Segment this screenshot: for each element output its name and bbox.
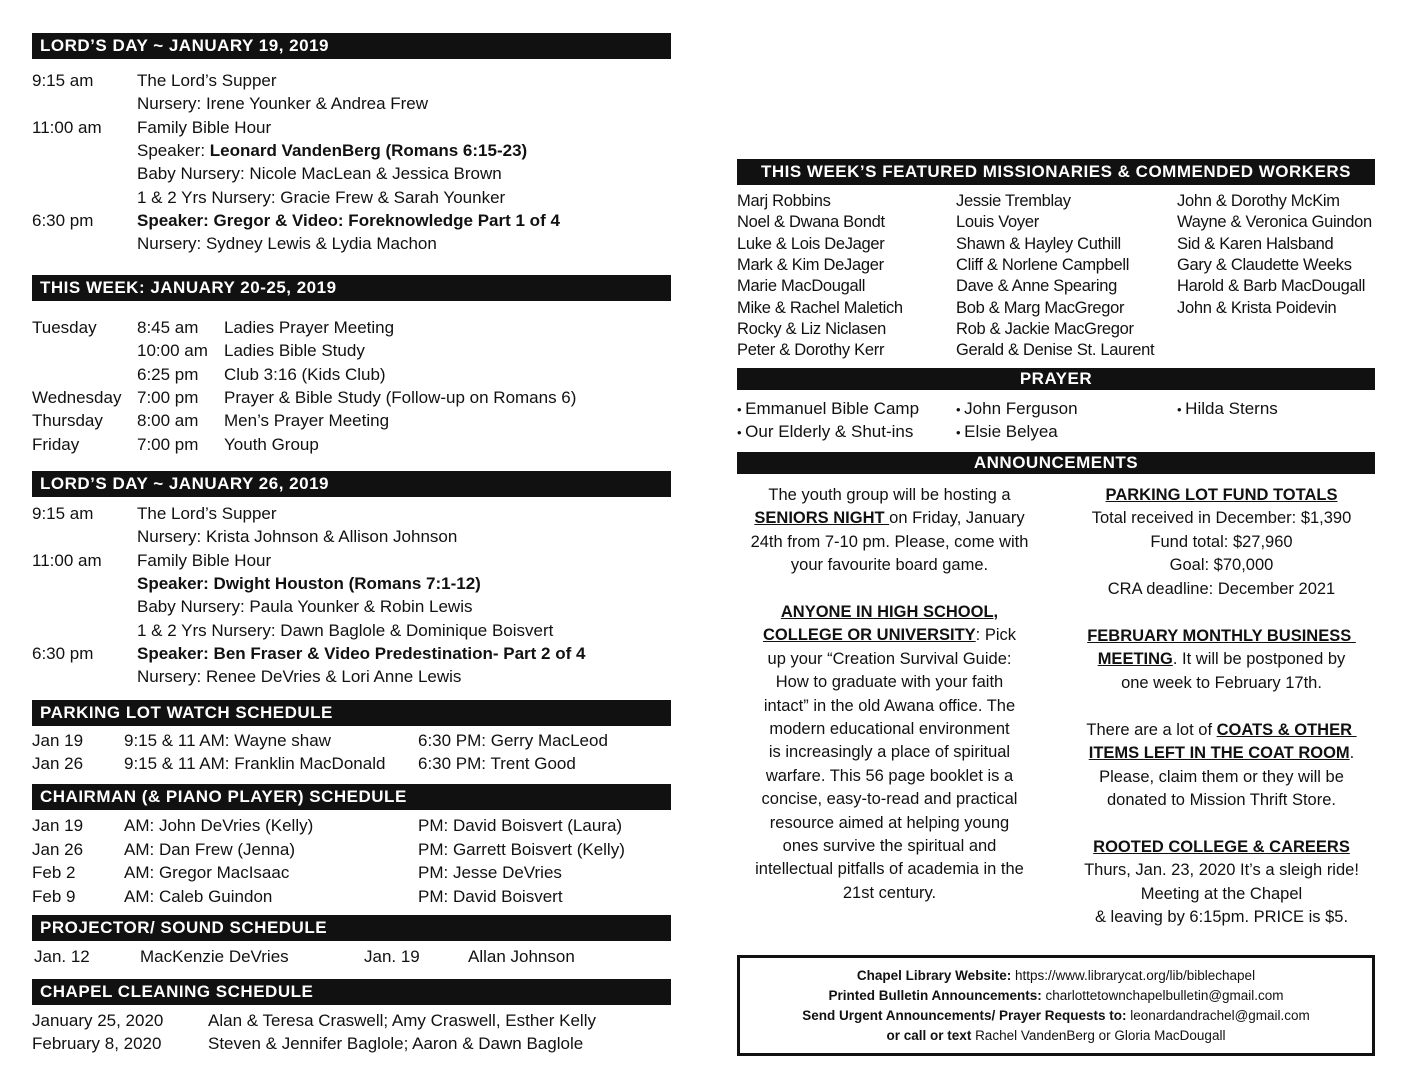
prayer-text: Our Elderly & Shut-ins bbox=[745, 422, 914, 441]
cleaning-team: Steven & Jennifer Baglole; Aaron & Dawn Baglole bbox=[208, 1034, 584, 1053]
missionary-name: Noel & Dwana Bondt bbox=[737, 213, 885, 232]
youth-line-1: The youth group will be hosting a bbox=[768, 486, 1011, 504]
projector-date-2: Jan. 19 bbox=[364, 947, 420, 966]
call-text-names: Rachel VandenBerg or Gloria MacDougall bbox=[975, 1028, 1226, 1043]
coats-line-4: donated to Mission Thrift Store. bbox=[1107, 791, 1336, 810]
chairman-pm: PM: Garrett Boisvert (Kelly) bbox=[418, 839, 625, 859]
service-item: Speaker: Gregor & Video: Foreknowledge Part 1 of 4 bbox=[137, 210, 560, 230]
urgent-email[interactable]: leonardandrachel@gmail.com bbox=[1130, 1008, 1310, 1023]
week-time: 7:00 pm bbox=[137, 387, 199, 407]
section-header-announcements: ANNOUNCEMENTS bbox=[737, 452, 1375, 474]
parking-pm: 6:30 PM: Gerry MacLeod bbox=[418, 731, 608, 750]
school-heading-2-label: COLLEGE OR UNIVERSITY bbox=[762, 626, 976, 645]
youth-line-3: 24th from 7-10 pm. Please, come with bbox=[750, 532, 1029, 551]
section-header-this-week: THIS WEEK: JANUARY 20-25, 2019 bbox=[32, 275, 671, 301]
february-heading-1: FEBRUARY MONTHLY BUSINESS bbox=[1087, 627, 1356, 645]
parking-date: Jan 26 bbox=[32, 754, 84, 773]
missionary-name: Mike & Rachel Maletich bbox=[737, 298, 903, 317]
missionary-name: Shawn & Hayley Cuthill bbox=[956, 234, 1121, 253]
missionary-name: Cliff & Norlene Campbell bbox=[956, 255, 1130, 274]
week-event: Youth Group bbox=[224, 434, 319, 454]
section-header-projector: PROJECTOR/ SOUND SCHEDULE bbox=[32, 915, 671, 941]
rooted-announcement bbox=[1069, 836, 1374, 930]
parking-am: 9:15 & 11 AM: Wayne shaw bbox=[124, 731, 331, 750]
service-item: The Lord’s Supper bbox=[137, 504, 277, 523]
service-item: Speaker: Dwight Houston (Romans 7:1-12) bbox=[137, 573, 481, 593]
coats-line-2 bbox=[1069, 742, 1374, 765]
school-line: modern educational environment bbox=[769, 720, 1010, 739]
library-website-label: Chapel Library Website: bbox=[856, 968, 1015, 983]
missionary-name: Jessie Tremblay bbox=[956, 192, 1071, 210]
youth-line-4: your favourite board game. bbox=[790, 556, 989, 575]
service-time: 11:00 am bbox=[32, 117, 102, 137]
youth-announcement bbox=[737, 484, 1042, 578]
coats-line-1-text: There are a lot of bbox=[1086, 721, 1217, 739]
missionary-name: Gary & Claudette Weeks bbox=[1177, 255, 1352, 274]
speaker-label: Speaker: bbox=[137, 140, 210, 160]
prayer-item bbox=[737, 397, 919, 421]
february-meeting-announcement bbox=[1069, 625, 1374, 695]
service-time: 11:00 am bbox=[32, 550, 102, 570]
missionary-name: Gerald & Denise St. Laurent bbox=[956, 341, 1155, 360]
parking-date: Jan 19 bbox=[32, 731, 84, 750]
service-time: 9:15 am bbox=[32, 504, 94, 523]
missionary-name: Mark & Kim DeJager bbox=[737, 255, 884, 274]
week-event: Club 3:16 (Kids Club) bbox=[224, 364, 386, 384]
school-announcement bbox=[737, 601, 1042, 905]
week-day: Thursday bbox=[32, 411, 103, 431]
missionary-name: Bob & Marg MacGregor bbox=[956, 298, 1125, 317]
week-day: Tuesday bbox=[32, 318, 97, 337]
service-item: Baby Nursery: Nicole MacLean & Jessica Brown bbox=[137, 164, 502, 184]
section-header-chairman: CHAIRMAN (& PIANO PLAYER) SCHEDULE bbox=[32, 784, 671, 810]
section-header-prayer: PRAYER bbox=[737, 368, 1375, 390]
february-heading-2: MEETING bbox=[1097, 650, 1173, 669]
school-line: is increasingly a place of spiritual bbox=[768, 743, 1011, 762]
coats-heading-1: COATS & OTHER bbox=[1216, 721, 1357, 739]
projector-person-2: Allan Johnson bbox=[468, 947, 575, 966]
coats-announcement bbox=[1069, 719, 1374, 813]
february-line-3: one week to February 17th. bbox=[1121, 673, 1322, 692]
missionary-name: Dave & Anne Spearing bbox=[956, 277, 1117, 296]
missionary-name: Rocky & Liz Niclasen bbox=[737, 319, 886, 338]
chairman-pm: PM: David Boisvert bbox=[418, 886, 563, 906]
bulletin-email[interactable]: charlottetownchapelbulletin@gmail.com bbox=[1045, 988, 1284, 1003]
chairman-am: AM: Dan Frew (Jenna) bbox=[124, 839, 295, 859]
service-item: Nursery: Irene Younker & Andrea Frew bbox=[137, 94, 429, 114]
week-time: 8:45 am bbox=[137, 318, 199, 337]
chairman-pm: PM: Jesse DeVries bbox=[418, 863, 562, 882]
prayer-text: John Ferguson bbox=[964, 399, 1078, 418]
chairman-pm: PM: David Boisvert (Laura) bbox=[418, 816, 623, 835]
section-header-jan19: LORD’S DAY ~ JANUARY 19, 2019 bbox=[32, 33, 671, 59]
service-time: 6:30 pm bbox=[32, 210, 94, 230]
parking-fund-announcement bbox=[1069, 484, 1374, 601]
seniors-night-label: SENIORS NIGHT bbox=[754, 509, 890, 528]
bullet-icon: • bbox=[956, 402, 965, 417]
coats-line-2-text: . bbox=[1349, 744, 1355, 763]
missionary-name: Harold & Barb MacDougall bbox=[1177, 277, 1366, 296]
cleaning-date: February 8, 2020 bbox=[32, 1034, 162, 1053]
prayer-item bbox=[956, 397, 1078, 421]
section-header-cleaning: CHAPEL CLEANING SCHEDULE bbox=[32, 979, 671, 1005]
missionary-name: Rob & Jackie MacGregor bbox=[956, 319, 1134, 338]
service-item: Speaker: Ben Fraser & Video Predestination- Part 2 of 4 bbox=[137, 643, 586, 663]
week-event: Men’s Prayer Meeting bbox=[224, 411, 390, 431]
service-item: The Lord’s Supper bbox=[137, 71, 277, 90]
week-event: Ladies Prayer Meeting bbox=[224, 318, 395, 337]
bullet-icon: • bbox=[956, 425, 965, 440]
bullet-icon: • bbox=[737, 402, 746, 417]
school-line: intellectual pitfalls of academia in the bbox=[755, 860, 1024, 879]
missionary-name: Luke & Lois DeJager bbox=[737, 234, 885, 253]
missionary-name: Marj Robbins bbox=[737, 192, 831, 210]
chairman-am: AM: Gregor MacIsaac bbox=[124, 863, 290, 882]
prayer-item bbox=[737, 420, 913, 444]
week-time: 6:25 pm bbox=[137, 364, 199, 384]
missionary-name: Wayne & Veronica Guindon bbox=[1177, 213, 1372, 232]
service-time: 6:30 pm bbox=[32, 643, 94, 663]
week-day: Wednesday bbox=[32, 387, 122, 407]
service-item: Nursery: Renee DeVries & Lori Anne Lewis bbox=[137, 667, 462, 687]
missionary-name: Sid & Karen Halsband bbox=[1177, 234, 1334, 253]
school-heading-2 bbox=[737, 624, 1042, 647]
service-item: 1 & 2 Yrs Nursery: Dawn Baglole & Dominique Boisvert bbox=[137, 620, 554, 640]
bulletin-email-label: Printed Bulletin Announcements: bbox=[828, 988, 1046, 1003]
school-heading-2-text: : Pick bbox=[975, 626, 1017, 645]
chairman-date: Jan 26 bbox=[32, 839, 84, 859]
parking-fund-line: Fund total: $27,960 bbox=[1150, 532, 1293, 551]
school-line: ones survive the spiritual and bbox=[782, 837, 997, 856]
week-time: 10:00 am bbox=[137, 341, 208, 361]
projector-person-1: MacKenzie DeVries bbox=[140, 947, 289, 966]
bulletin-email-line bbox=[740, 986, 1372, 1006]
projector-row bbox=[34, 945, 90, 968]
rooted-line: Meeting at the Chapel bbox=[1140, 884, 1303, 903]
missionary-name: Louis Voyer bbox=[956, 213, 1039, 232]
prayer-text: Elsie Belyea bbox=[964, 422, 1058, 441]
service-item: Nursery: Krista Johnson & Allison Johnson bbox=[137, 527, 458, 547]
coats-line-1 bbox=[1069, 719, 1374, 742]
service-item: 1 & 2 Yrs Nursery: Gracie Frew & Sarah Younker bbox=[137, 187, 506, 207]
coats-line-3: Please, claim them or they will be bbox=[1099, 767, 1344, 786]
service-item: Family Bible Hour bbox=[137, 117, 272, 137]
contact-box bbox=[737, 955, 1375, 1056]
service-item bbox=[137, 139, 527, 162]
school-line: intact” in the old Awana office. The bbox=[763, 696, 1016, 715]
service-item: Family Bible Hour bbox=[137, 550, 272, 570]
call-text-label: or call or text bbox=[886, 1028, 976, 1043]
prayer-item bbox=[1177, 397, 1278, 421]
parking-pm: 6:30 PM: Trent Good bbox=[418, 754, 576, 773]
youth-line-2-text: on Friday, January bbox=[889, 509, 1025, 528]
parking-am: 9:15 & 11 AM: Franklin MacDonald bbox=[124, 754, 386, 773]
chairman-date: Feb 2 bbox=[32, 863, 76, 882]
chairman-am: AM: John DeVries (Kelly) bbox=[124, 816, 314, 835]
missionary-name: Peter & Dorothy Kerr bbox=[737, 341, 885, 360]
bullet-icon: • bbox=[737, 425, 746, 440]
week-time: 7:00 pm bbox=[137, 434, 199, 454]
section-header-missionaries: THIS WEEK’S FEATURED MISSIONARIES & COMMENDED WORKERS bbox=[737, 159, 1375, 185]
projector-date-1: Jan. 12 bbox=[34, 947, 90, 966]
missionary-name: John & Krista Poidevin bbox=[1177, 298, 1337, 317]
february-line-2 bbox=[1069, 648, 1374, 671]
section-header-jan26: LORD’S DAY ~ JANUARY 26, 2019 bbox=[32, 471, 671, 497]
urgent-email-label: Send Urgent Announcements/ Prayer Requests to: bbox=[802, 1008, 1131, 1023]
bullet-icon: • bbox=[1177, 402, 1186, 417]
missionary-name: John & Dorothy McKim bbox=[1177, 192, 1340, 210]
service-item: Nursery: Sydney Lewis & Lydia Machon bbox=[137, 234, 437, 254]
youth-line-2 bbox=[737, 507, 1042, 530]
prayer-text: Emmanuel Bible Camp bbox=[745, 399, 920, 418]
chairman-date: Feb 9 bbox=[32, 886, 76, 906]
parking-fund-line: CRA deadline: December 2021 bbox=[1107, 579, 1336, 598]
school-line: 21st century. bbox=[842, 883, 937, 902]
parking-fund-line: Goal: $70,000 bbox=[1169, 556, 1274, 575]
chairman-date: Jan 19 bbox=[32, 816, 84, 835]
week-event: Prayer & Bible Study (Follow-up on Romans 6) bbox=[224, 387, 577, 407]
school-line: warfare. This 56 page booklet is a bbox=[765, 766, 1014, 785]
week-day: Friday bbox=[32, 434, 80, 454]
school-line: concise, easy-to-read and practical bbox=[761, 790, 1018, 809]
cleaning-date: January 25, 2020 bbox=[32, 1011, 164, 1030]
prayer-item bbox=[956, 420, 1058, 444]
week-event: Ladies Bible Study bbox=[224, 341, 365, 361]
school-heading-1: ANYONE IN HIGH SCHOOL, bbox=[780, 603, 999, 621]
chairman-am: AM: Caleb Guindon bbox=[124, 886, 273, 906]
urgent-email-line bbox=[740, 1006, 1372, 1026]
service-time: 9:15 am bbox=[32, 71, 94, 90]
week-time: 8:00 am bbox=[137, 411, 199, 431]
coats-heading-2: ITEMS LEFT IN THE COAT ROOM bbox=[1088, 744, 1350, 763]
school-line: resource aimed at helping young bbox=[769, 813, 1010, 832]
library-website-url[interactable]: https://www.librarycat.org/lib/biblechapel bbox=[1014, 968, 1256, 983]
february-line-2-text: . It will be postponed by bbox=[1172, 650, 1346, 669]
speaker-name: Leonard VandenBerg (Romans 6:15-23) bbox=[209, 140, 528, 160]
missionary-name: Marie MacDougall bbox=[737, 277, 866, 296]
cleaning-team: Alan & Teresa Craswell; Amy Craswell, Esther Kelly bbox=[208, 1011, 596, 1030]
parking-fund-title: PARKING LOT FUND TOTALS bbox=[1105, 486, 1338, 504]
section-header-parking-watch: PARKING LOT WATCH SCHEDULE bbox=[32, 700, 671, 726]
prayer-text: Hilda Sterns bbox=[1185, 399, 1278, 418]
rooted-title: ROOTED COLLEGE & CAREERS bbox=[1093, 838, 1350, 856]
parking-fund-line: Total received in December: $1,390 bbox=[1091, 509, 1352, 528]
rooted-line: Thurs, Jan. 23, 2020 It’s a sleigh ride! bbox=[1084, 861, 1359, 880]
school-line: up your “Creation Survival Guide: bbox=[767, 649, 1012, 668]
rooted-line: & leaving by 6:15pm. PRICE is $5. bbox=[1094, 908, 1349, 927]
school-line: How to graduate with your faith bbox=[775, 673, 1004, 692]
service-item: Baby Nursery: Paula Younker & Robin Lewis bbox=[137, 597, 473, 617]
call-text-line bbox=[740, 1026, 1372, 1046]
library-website-line bbox=[740, 966, 1372, 986]
